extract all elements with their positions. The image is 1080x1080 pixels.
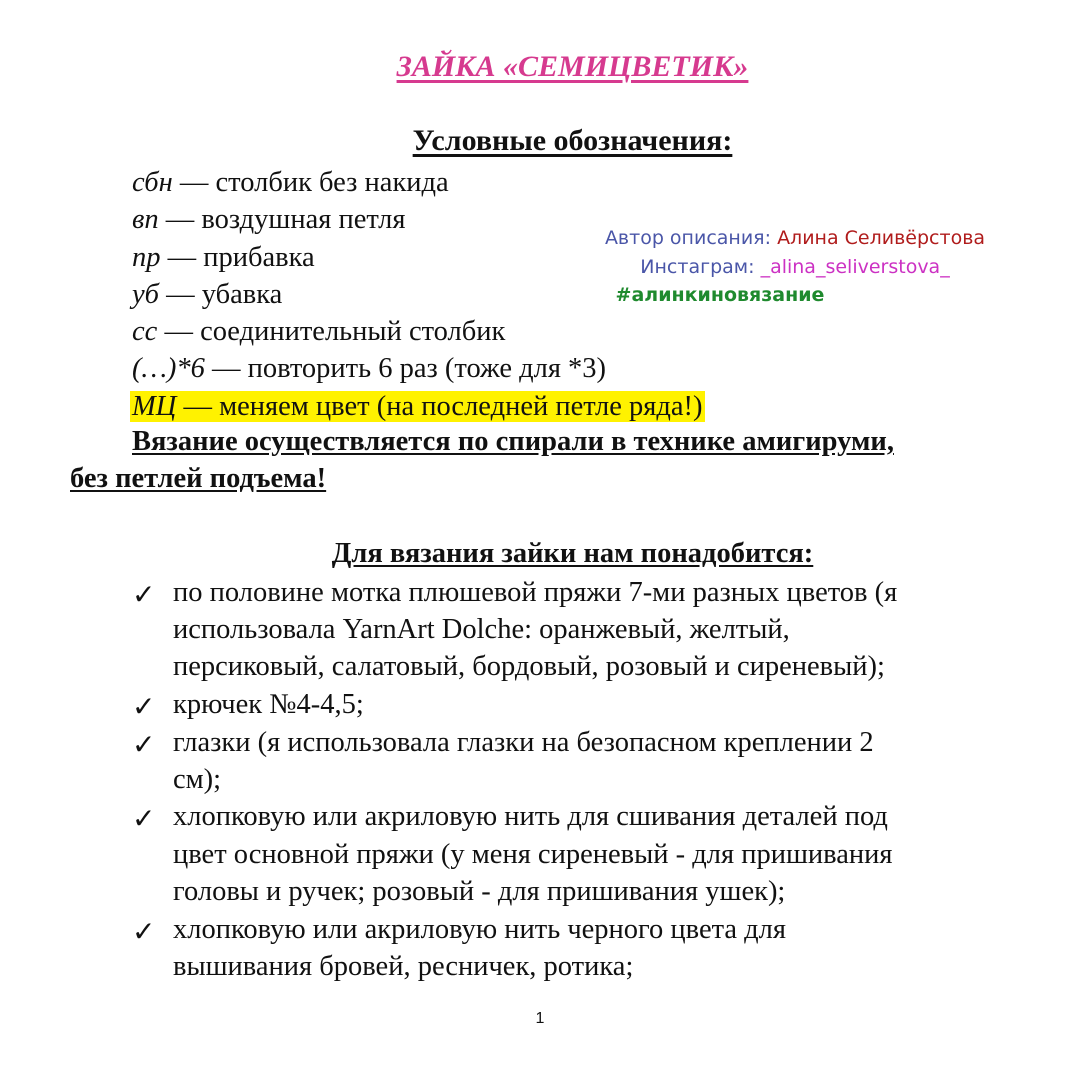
materials-item-line: хлопковую или акриловую нить черного цвета для — [173, 914, 787, 945]
legend-desc: — меняем цвет (на последней петле ряда!) — [176, 391, 703, 422]
hashtag: #алинкиновязание — [615, 284, 825, 306]
legend-item-highlighted — [132, 388, 705, 426]
legend-abbr: (…)*6 — [132, 353, 205, 384]
materials-item-line: см); — [173, 764, 222, 795]
legend-desc: — убавка — [158, 279, 283, 310]
materials-item-line: использовала YarnArt Dolche: оранжевый, желтый, — [173, 614, 790, 645]
highlight-marker — [130, 391, 705, 422]
instagram-line — [545, 256, 1045, 278]
legend-desc: — соединительный столбик — [157, 316, 506, 347]
materials-item-line: головы и ручек; розовый - для пришивания ушек); — [173, 876, 786, 907]
checkmark-icon: ✓ — [132, 690, 156, 723]
materials-item-line: персиковый, салатовый, бордовый, розовый и сиреневый); — [173, 651, 885, 682]
document-title: ЗАЙКА «СЕМИЦВЕТИК» — [396, 50, 749, 83]
materials-item-line: крючек №4-4,5; — [173, 689, 364, 720]
legend-item — [132, 276, 282, 314]
legend-abbr: МЦ — [132, 391, 177, 422]
knitting-note-continued: без петлей подъема! — [70, 463, 327, 494]
legend-desc: — прибавка — [160, 242, 315, 273]
checkmark-icon: ✓ — [132, 802, 156, 835]
legend-abbr: вп — [132, 204, 159, 235]
author-line — [545, 227, 1045, 249]
legend-desc: — столбик без накида — [172, 167, 449, 198]
materials-item-line: хлопковую или акриловую нить для сшивания деталей под — [173, 801, 888, 832]
legend-abbr: сс — [132, 316, 158, 347]
materials-item-line: по половине мотка плюшевой пряжи 7-ми разных цветов (я — [173, 577, 898, 608]
materials-item-line: цвет основной пряжи (у меня сиреневый - для пришивания — [173, 839, 893, 870]
instagram-handle: _alina_seliverstova_ — [760, 256, 950, 278]
checkmark-icon: ✓ — [132, 915, 156, 948]
legend-abbr: пр — [132, 242, 161, 273]
author-label: Автор описания: — [604, 227, 778, 249]
legend-item — [132, 239, 315, 277]
materials-heading: Для вязания зайки нам понадобится: — [331, 538, 814, 569]
legend-desc: — воздушная петля — [158, 204, 406, 235]
checkmark-icon: ✓ — [132, 728, 156, 761]
legend-item — [132, 350, 606, 388]
materials-item-line: вышивания бровей, ресничек, ротика; — [173, 951, 634, 982]
legend-item — [132, 201, 405, 239]
legend-heading: Условные обозначения: — [412, 124, 733, 157]
legend-desc: — повторить 6 раз (тоже для *3) — [204, 353, 607, 384]
author-name: Алина Селивёрстова — [777, 227, 986, 249]
legend-abbr: уб — [132, 279, 159, 310]
checkmark-icon: ✓ — [132, 578, 156, 611]
materials-item-line: глазки (я использовала глазки на безопасном креплении 2 — [173, 727, 874, 758]
instagram-label: Инстаграм: — [640, 256, 761, 278]
legend-item — [132, 313, 505, 351]
legend-item — [132, 164, 449, 202]
page-number: 1 — [535, 1010, 545, 1027]
legend-abbr: сбн — [132, 167, 173, 198]
knitting-note: Вязание осуществляется по спирали в технике амигируми, — [132, 426, 894, 457]
